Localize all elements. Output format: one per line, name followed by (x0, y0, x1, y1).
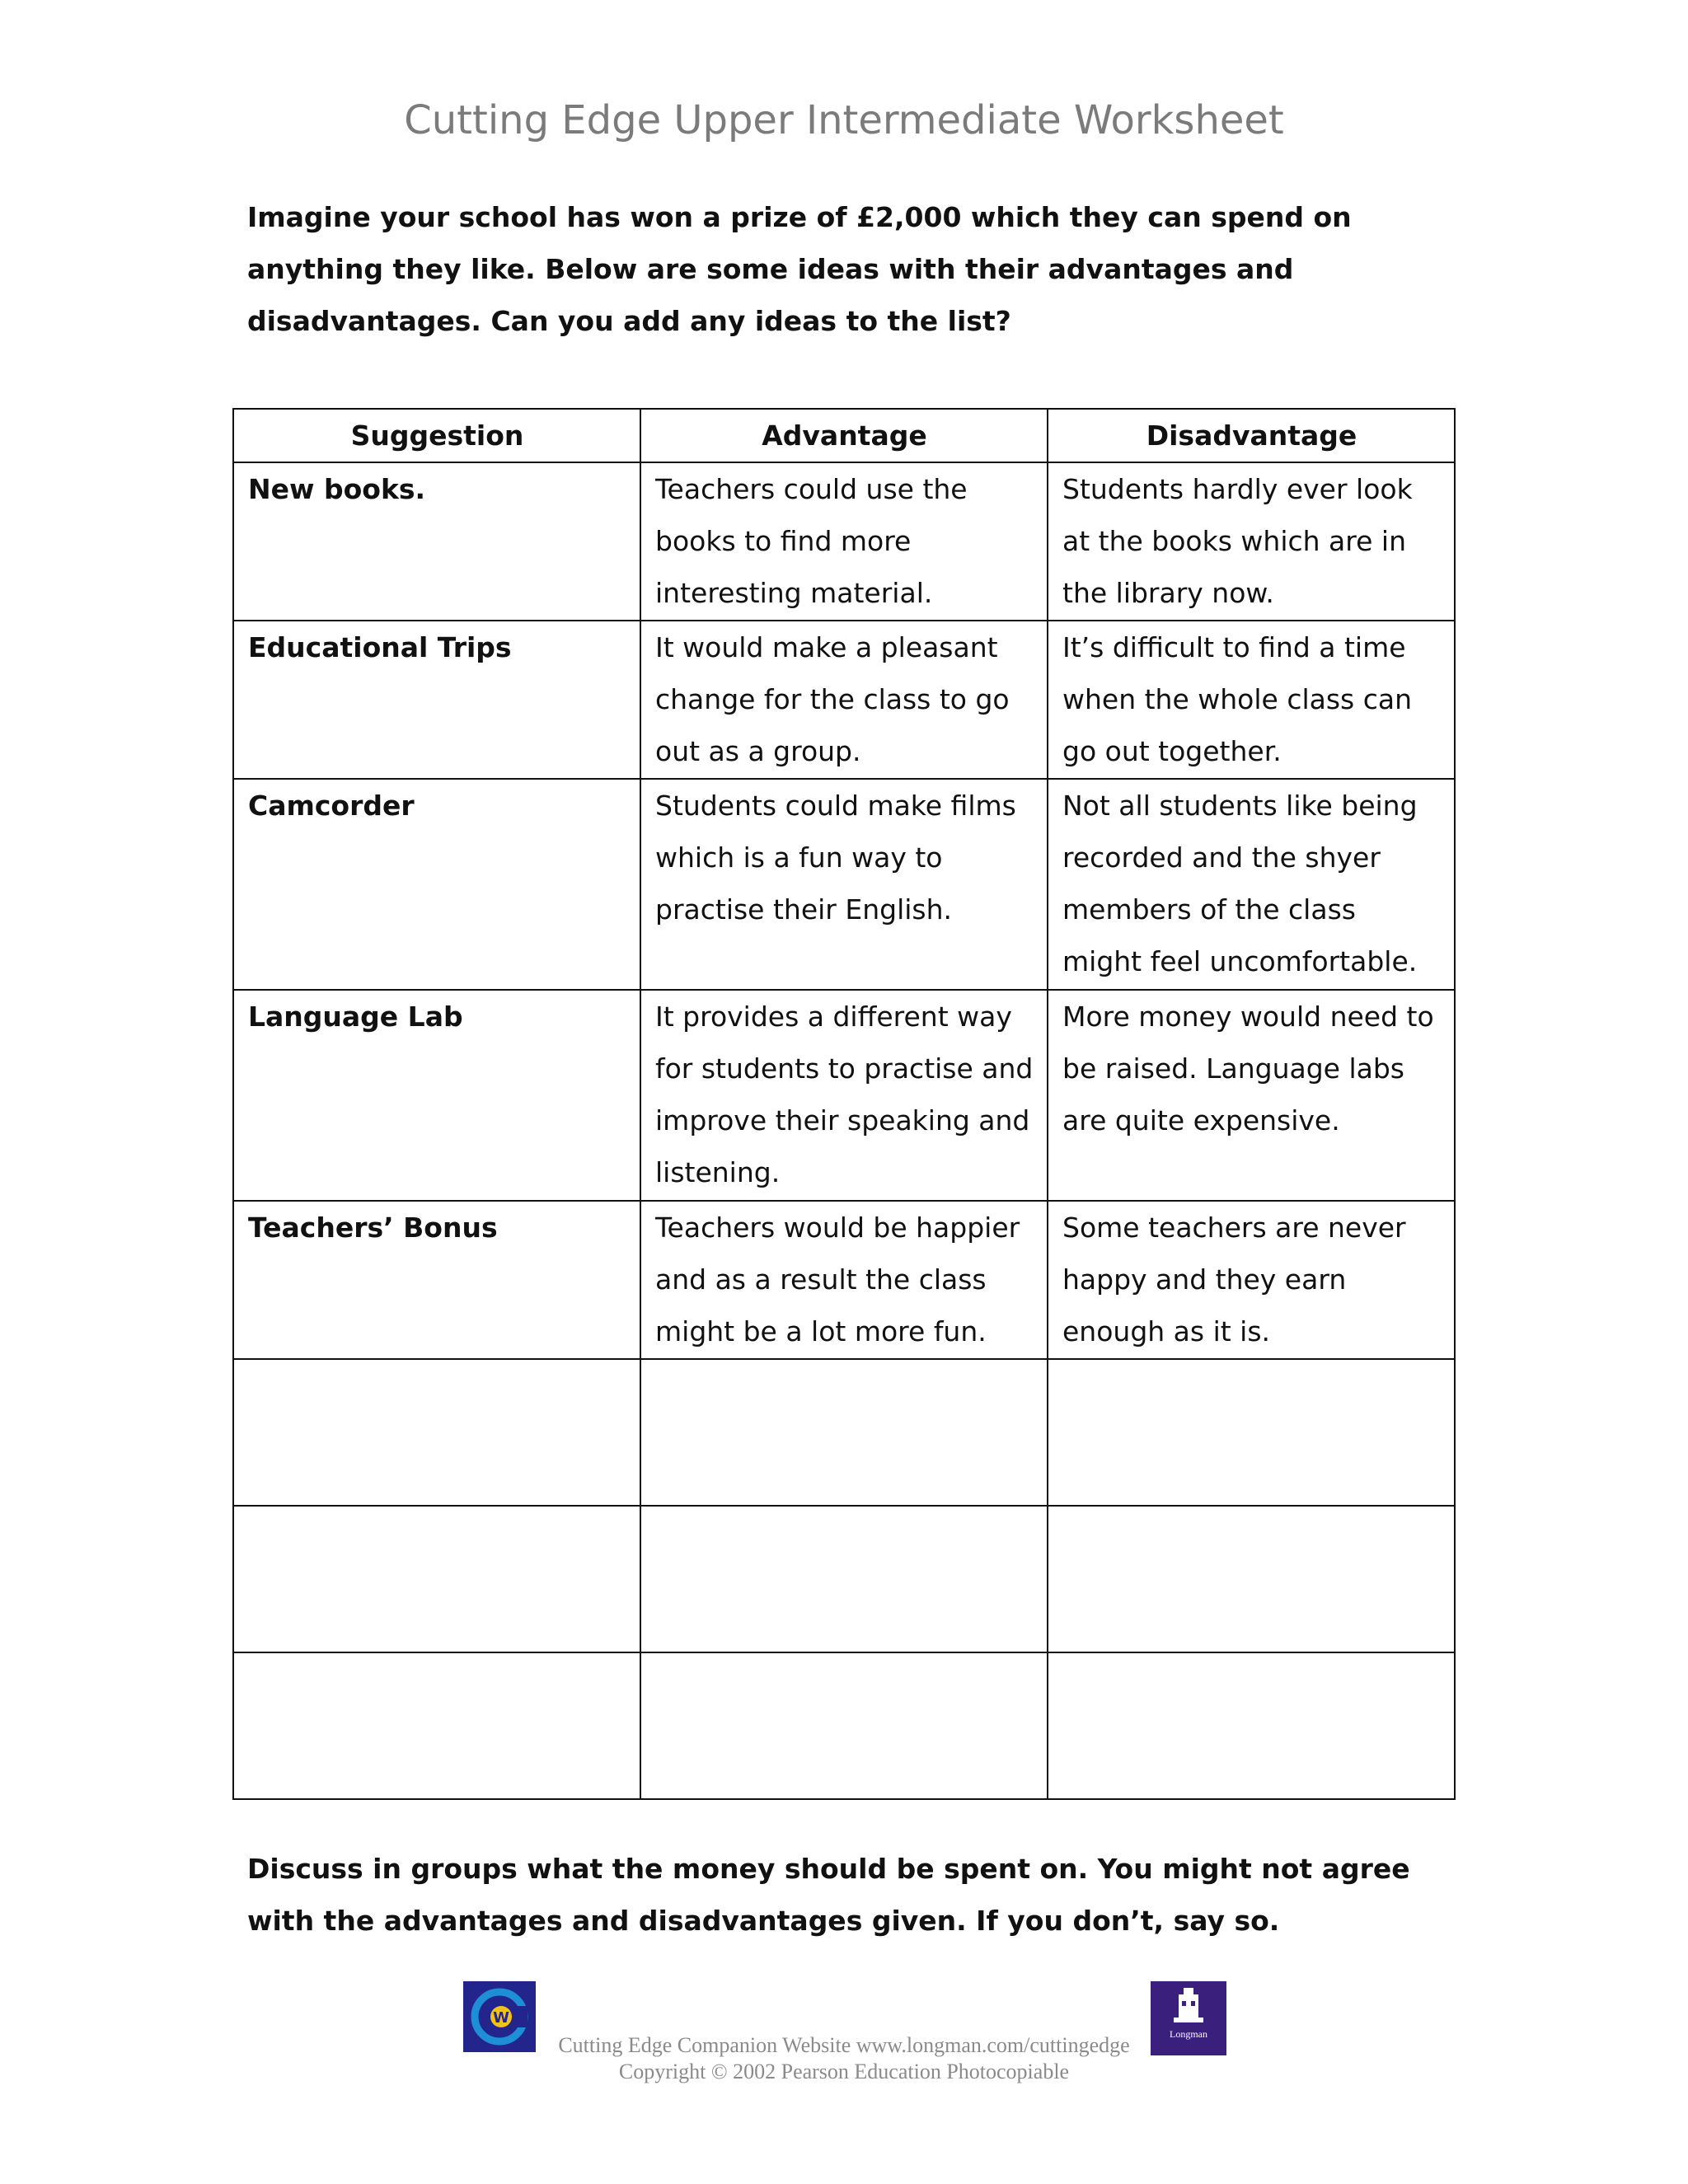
empty-disadvantage-cell[interactable] (1048, 1506, 1455, 1652)
table-header-row (233, 409, 1455, 462)
empty-table-row (233, 1506, 1455, 1652)
advantage-cell: It would make a pleasant change for the class to go out as a group. (640, 621, 1048, 779)
table-row (233, 1201, 1455, 1359)
table-row (233, 990, 1455, 1201)
worksheet-title: Cutting Edge Upper Intermediate Worksheet (404, 97, 1284, 143)
empty-disadvantage-cell[interactable] (1048, 1359, 1455, 1506)
empty-suggestion-cell[interactable] (233, 1359, 640, 1506)
empty-advantage-cell[interactable] (640, 1652, 1048, 1799)
empty-advantage-cell[interactable] (640, 1359, 1048, 1506)
empty-table-row (233, 1652, 1455, 1799)
advantage-cell: It provides a different way for students to practise and improve their speaking and listening. (640, 990, 1048, 1201)
advantage-cell: Students could make films which is a fun way to practise their English. (640, 779, 1048, 990)
empty-suggestion-cell[interactable] (233, 1506, 640, 1652)
svg-text:W: W (493, 2009, 509, 2027)
suggestion-cell: Teachers’ Bonus (233, 1201, 640, 1359)
empty-suggestion-cell[interactable] (233, 1652, 640, 1799)
suggestion-cell: Educational Trips (233, 621, 640, 779)
table-row (233, 779, 1455, 990)
disadvantage-cell: Some teachers are never happy and they earn enough as it is. (1048, 1201, 1455, 1359)
footer-copyright-line: Copyright © 2002 Pearson Education Photocopiable (618, 2060, 1070, 2083)
svg-text:Longman: Longman (1170, 2028, 1207, 2040)
header-advantage: Advantage (640, 409, 1048, 462)
disadvantage-cell: Not all students like being recorded and the shyer members of the class might feel uncomfortable. (1048, 779, 1455, 990)
empty-table-row (233, 1359, 1455, 1506)
footer (0, 2032, 1688, 2085)
disadvantage-cell: It’s difficult to find a time when the whole class can go out together. (1048, 621, 1455, 779)
disadvantage-cell: Students hardly ever look at the books which are in the library now. (1048, 462, 1455, 621)
footer-website-line: Cutting Edge Companion Website www.longman.com/cuttingedge (558, 2033, 1130, 2057)
empty-advantage-cell[interactable] (640, 1506, 1048, 1652)
advantage-cell: Teachers would be happier and as a result the class might be a lot more fun. (640, 1201, 1048, 1359)
suggestion-cell: Camcorder (233, 779, 640, 990)
discussion-instructions: Discuss in groups what the money should be spent on. You might not agree with the advantages and disadvantages given. If you don’t, say so. (247, 1853, 1410, 1937)
table-row (233, 462, 1455, 621)
table-row (233, 621, 1455, 779)
ideas-table (232, 408, 1456, 1800)
intro-text: Imagine your school has won a prize of £2,000 which they can spend on anything they like. Below are some ideas with their advantages and disadvantages. Can you add any ideas to the list? (247, 201, 1352, 337)
header-suggestion: Suggestion (233, 409, 640, 462)
suggestion-cell: New books. (233, 462, 640, 621)
header-disadvantage: Disadvantage (1048, 409, 1455, 462)
disadvantage-cell: More money would need to be raised. Language labs are quite expensive. (1048, 990, 1455, 1201)
empty-disadvantage-cell[interactable] (1048, 1652, 1455, 1799)
advantage-cell: Teachers could use the books to find more interesting material. (640, 462, 1048, 621)
suggestion-cell: Language Lab (233, 990, 640, 1201)
